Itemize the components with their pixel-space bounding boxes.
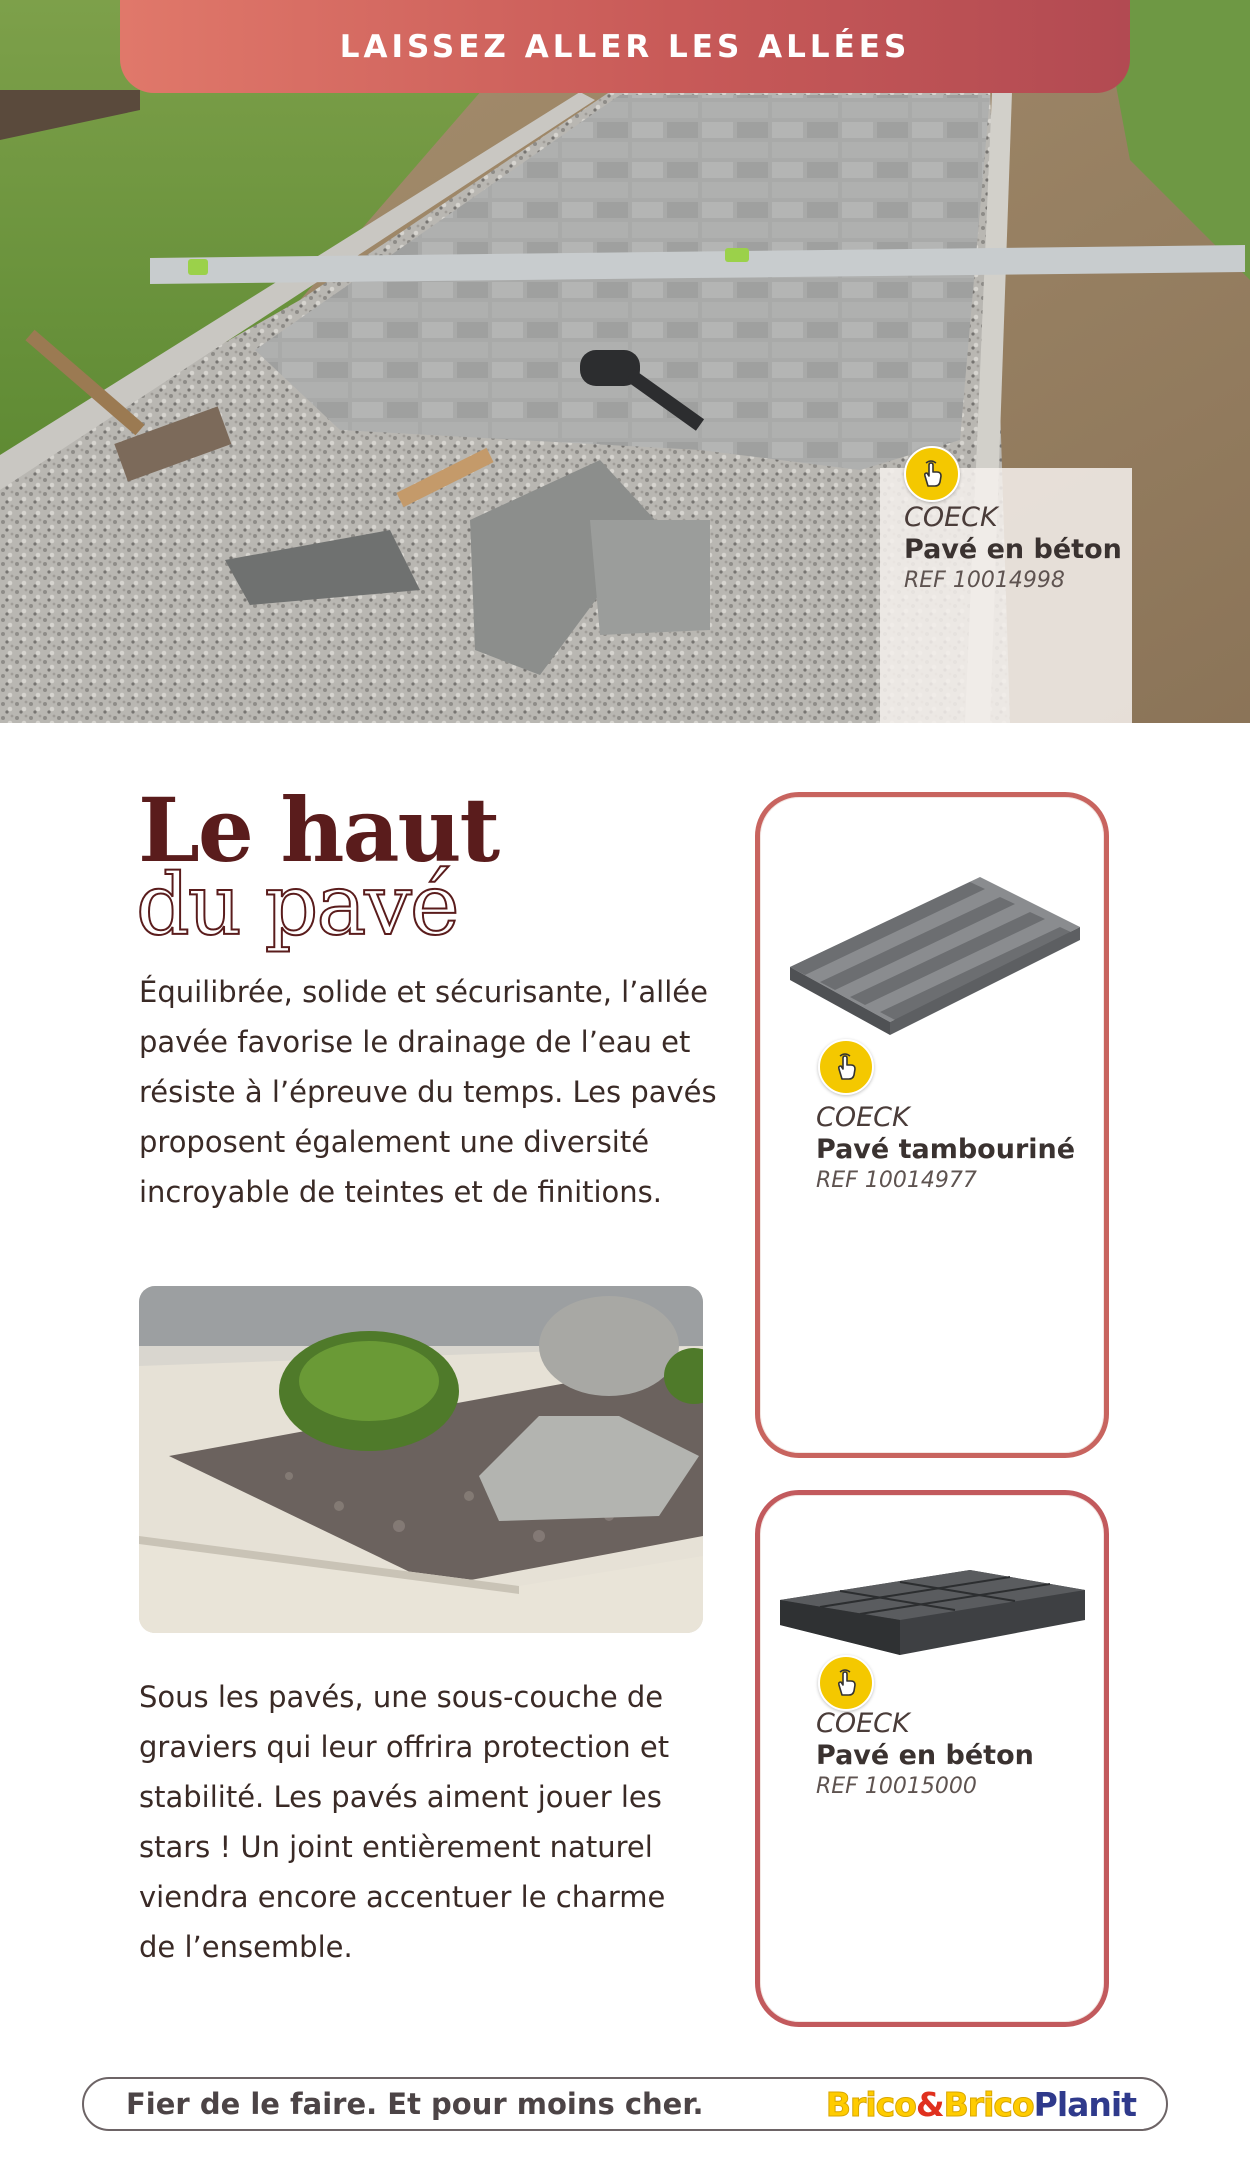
page-title: Le haut — [138, 778, 499, 882]
hero-product-tag[interactable] — [880, 468, 1132, 723]
product-ref: REF 10015000 — [816, 1774, 977, 1799]
product-name: Pavé tambouriné — [816, 1134, 1076, 1165]
intro-paragraph: Équilibrée, solide et sécurisante, l’allée pavée favorise le drainage de l’eau et résiste à l’épreuve du temps. Les pavés proposent également une diversité incroyable de teintes et de finitions. — [139, 975, 717, 1209]
hero-photo — [0, 0, 1250, 723]
product-brand: COECK — [816, 1102, 910, 1133]
product-ref: REF 10014977 — [816, 1168, 977, 1193]
brand-logo[interactable]: Brico&BricoPlanit — [825, 2084, 1136, 2124]
section-banner: LAISSEZ ALLER LES ALLÉES — [120, 0, 1130, 93]
body-paragraph: Sous les pavés, une sous-couche de graviers qui leur offrira protection et stabilité. Les pavés aiment jouer les stars ! Un joint entièrement naturel viendra encore accentuer le charme de l’ensemble. — [139, 1680, 670, 1964]
product-brand: COECK — [904, 502, 998, 533]
product-card[interactable] — [755, 1490, 1109, 2027]
hand-pointer-icon[interactable] — [818, 1039, 874, 1095]
product-name: Pavé en béton — [904, 534, 1122, 565]
hand-pointer-icon[interactable] — [818, 1655, 874, 1711]
paver-block-image — [780, 1555, 1090, 1665]
garden-photo — [139, 1286, 703, 1633]
footer-slogan: Fier de le faire. Et pour moins cher. — [126, 2087, 704, 2121]
page-subtitle: du pavé — [136, 856, 458, 954]
paver-stack-image — [780, 857, 1090, 1037]
product-name: Pavé en béton — [816, 1740, 1034, 1771]
product-card[interactable] — [755, 792, 1109, 1458]
product-brand: COECK — [816, 1708, 910, 1739]
hand-pointer-icon[interactable] — [904, 446, 960, 502]
footer-bar — [82, 2077, 1168, 2131]
product-ref: REF 10014998 — [904, 568, 1065, 593]
